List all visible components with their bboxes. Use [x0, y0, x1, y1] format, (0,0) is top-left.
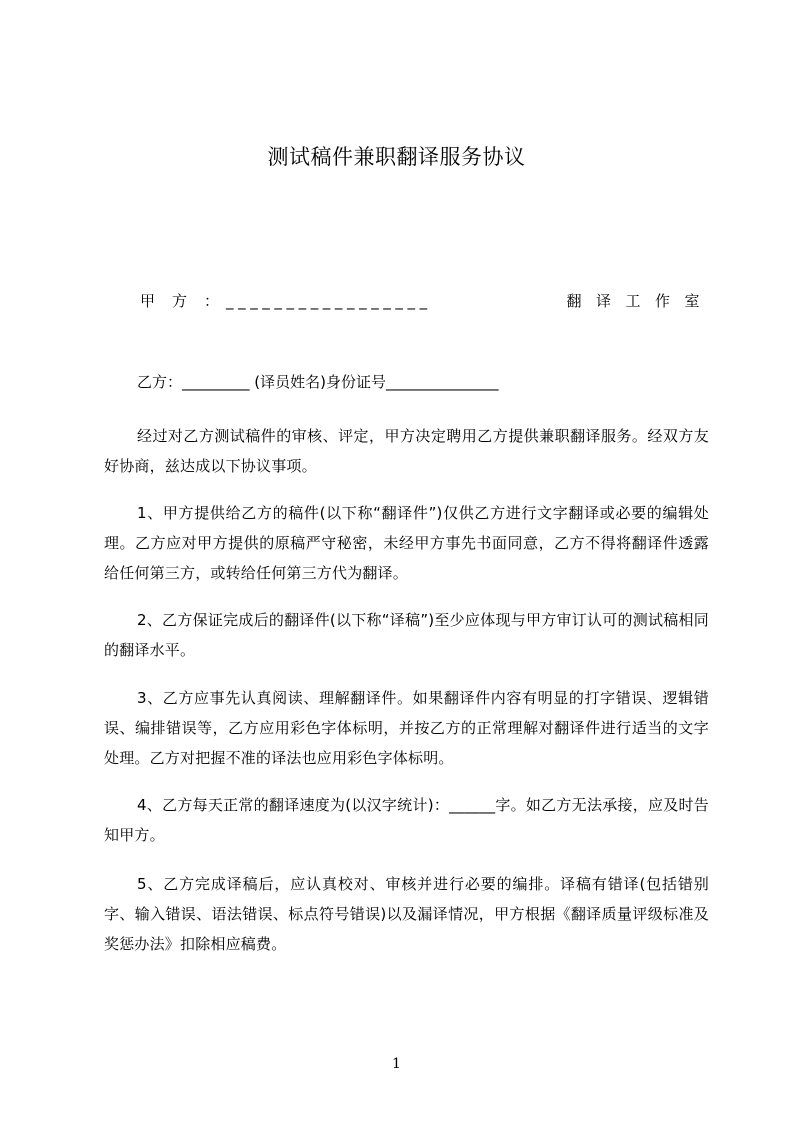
clause-1: 1、甲方提供给乙方的稿件(以下称“翻译件”)仅供乙方进行文字翻译或必要的编辑处理。乙方应对甲方提供的原稿严守秘密，未经甲方事先书面同意，乙方不得将翻译件透露给任何第三方，或转给任何第三方代为翻译。 — [104, 504, 709, 582]
clause-2: 2、乙方保证完成后的翻译件(以下称“译稿”)至少应体现与甲方审订认可的测试稿相同的翻译水平。 — [104, 611, 709, 659]
clause-3: 3、乙方应事先认真阅读、理解翻译件。如果翻译件内容有明显的打字错误、逻辑错误、编排错误等，乙方应用彩色字体标明，并按乙方的正常理解对翻译件进行适当的文字处理。乙方对把握不准的译法也应用彩色字体标明。 — [104, 689, 709, 767]
intro-paragraph: 经过对乙方测试稿件的审核、评定，甲方决定聘用乙方提供兼职翻译服务。经双方友好协商，兹达成以下协议事项。 — [104, 427, 709, 475]
party-a-label: 甲方： — [140, 292, 237, 310]
party-b-line: 乙方：_________ (译员姓名)身份证号_______________ — [137, 373, 499, 391]
party-a-line — [140, 289, 714, 313]
clause-4: 4、乙方每天正常的翻译速度为(以汉字统计)：______字。如乙方无法承接，应及时告知甲方。 — [104, 796, 709, 844]
party-a-blank: _________________ — [226, 292, 432, 310]
page-number: 1 — [392, 1056, 401, 1072]
clause-5: 5、乙方完成译稿后，应认真校对、审核并进行必要的编排。译稿有错译(包括错别字、输入错误、语法错误、标点符号错误)以及漏译情况，甲方根据《翻译质量评级标准及奖惩办法》扣除相应稿费。 — [104, 875, 709, 953]
document-title: 测试稿件兼职翻译服务协议 — [267, 145, 526, 169]
party-a-name: 翻译工作室 — [566, 292, 714, 310]
